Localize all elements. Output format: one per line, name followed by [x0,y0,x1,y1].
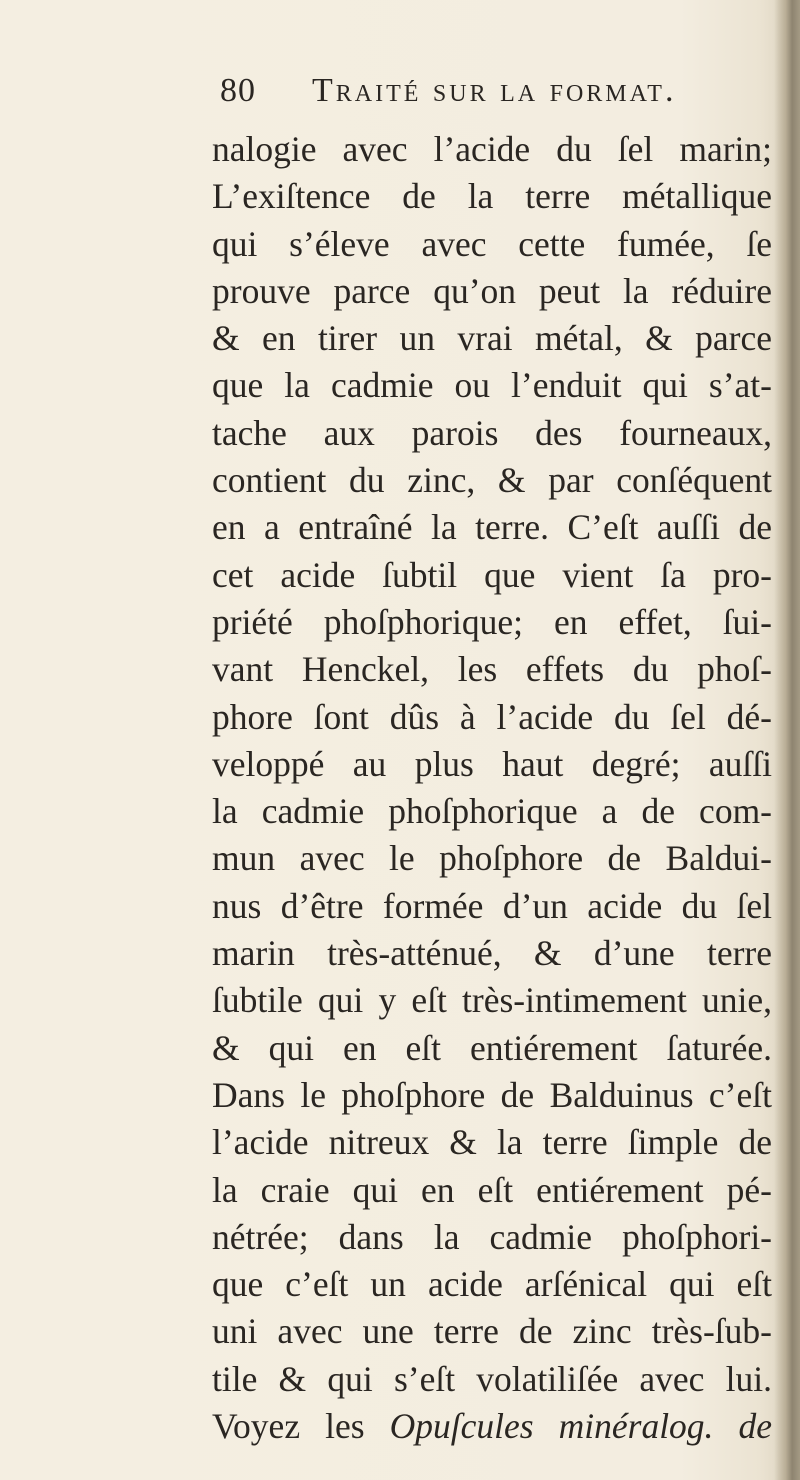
text-line-last-start: Voyez les [212,1406,390,1447]
running-title: Traité sur la format. [312,72,677,109]
text-line: la craie qui en eſt entiérement pé- [212,1169,772,1210]
text-line: l’acide nitreux & la terre ſimple de [212,1122,772,1163]
text-line: la cadmie phoſphorique a de com- [212,791,772,832]
text-line: Dans le phoſphore de Balduinus c’eſt [212,1074,772,1115]
text-line: ſubtile qui y eſt très-intimement unie, [212,980,772,1021]
text-line: phore ſont dûs à l’acide du ſel dé- [212,696,772,737]
text-line: qui s’éleve avec cette fumée, ſe [212,223,772,264]
text-line: & qui en eſt entiérement ſaturée. [212,1027,772,1068]
text-line: nalogie avec l’acide du ſel marin; [212,129,772,169]
text-line: L’exiſtence de la terre métallique [212,176,772,217]
text-line: nétrée; dans la cadmie phoſphori- [212,1216,772,1257]
text-line: vant Henckel, les effets du phoſ- [212,649,772,690]
text-line: que c’eſt un acide arſénical qui eſt [212,1264,772,1305]
text-line: & en tirer un vrai métal, & parce [212,318,772,359]
body-text [212,126,772,1450]
text-line: cet acide ſubtil que vient ſa pro- [212,554,772,595]
text-line: que la cadmie ou l’enduit qui s’at- [212,365,772,406]
page-number: 80 [220,72,256,109]
text-line: mun avec le phoſphore de Baldui- [212,838,772,879]
text-line: priété phoſphorique; en effet, ſui- [212,601,772,642]
text-line-last-italic: Opuſcules minéralog. de [389,1406,772,1447]
text-line: tile & qui s’eſt volatiliſée avec lui. [212,1358,772,1399]
text-line: tache aux parois des fourneaux, [212,412,772,453]
text-line: uni avec une terre de zinc très-ſub- [212,1311,772,1352]
text-line: en a entraîné la terre. C’eſt auſſi de [212,507,772,548]
text-line: veloppé au plus haut degré; auſſi [212,743,772,784]
page-header [220,72,760,124]
page-edge [774,0,800,1480]
text-line: marin très-atténué, & d’une terre [212,933,772,974]
text-line-last [212,1403,772,1450]
text-line: nus d’être formée d’un acide du ſel [212,885,772,926]
text-line: contient du zinc, & par conſéquent [212,460,772,501]
text-line: prouve parce qu’on peut la réduire [212,270,772,311]
